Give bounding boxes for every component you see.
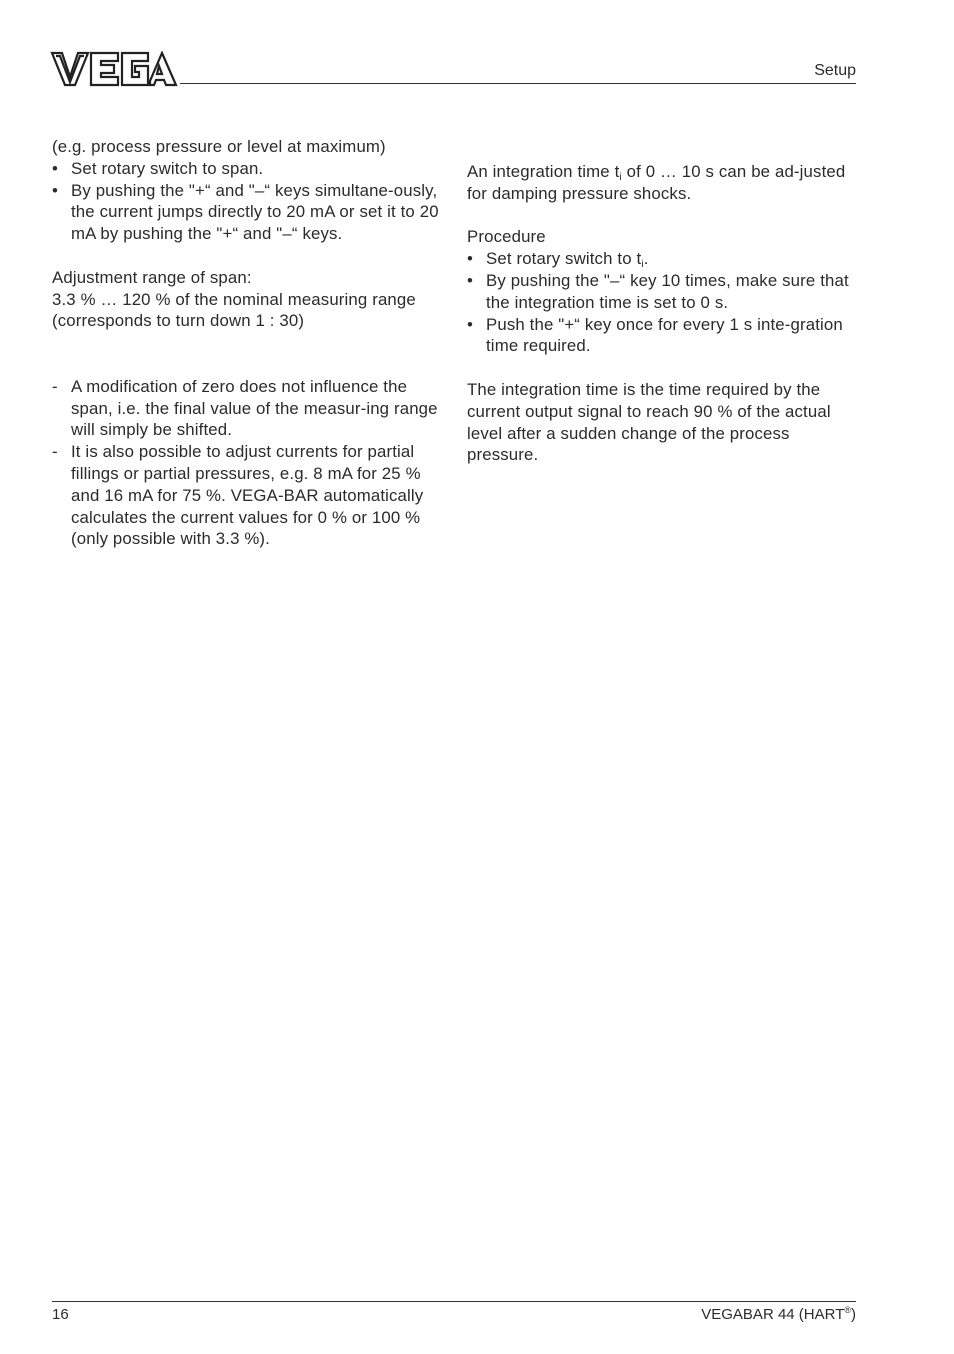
- range-label: Adjustment range of span:: [52, 267, 252, 287]
- page-number: 16: [52, 1306, 69, 1323]
- list-item: • Set rotary switch to span.: [52, 158, 264, 178]
- range-text: 3.3 % … 120 % of the nominal measuring range (corresponds to turn down 1 : 30): [52, 289, 416, 331]
- footer-rule: [52, 1301, 856, 1302]
- dash-icon: -: [52, 442, 58, 462]
- left-bullet-list: [52, 158, 440, 245]
- bullet-icon: •: [467, 249, 474, 269]
- procedure-label: Procedure: [467, 227, 546, 247]
- section-title: Setup: [814, 62, 856, 79]
- list-item: • Push the "+“ key once for every 1 s inte-gration time required.: [467, 314, 843, 356]
- right-column: [467, 161, 855, 466]
- bullet-icon: •: [467, 314, 474, 334]
- integration-intro: An integration time $t_i$ of 0 … 10 s can be ad-justed for damping pressure shocks.: [467, 162, 846, 203]
- document-name: VEGABAR 44 (HART®): [701, 1305, 856, 1323]
- bullet-icon: •: [52, 158, 59, 178]
- bullet-icon: •: [467, 270, 474, 290]
- dash-icon: -: [52, 376, 58, 396]
- integration-definition: The integration time is the time required by the current output signal to reach 90 % of the actual level after a sudden change of the process pressure.: [467, 379, 831, 465]
- left-intro: (e.g. process pressure or level at maximum): [52, 137, 386, 156]
- procedure-list: [467, 248, 855, 357]
- bullet-icon: •: [52, 180, 59, 200]
- list-item: - A modification of zero does not influence the span, i.e. the final value of the measur-ing range will simply be shifted.: [52, 376, 438, 440]
- vega-logo: [50, 51, 178, 87]
- header-rule: [180, 83, 856, 84]
- list-item: • By pushing the "–“ key 10 times, make sure that the integration time is set to 0 s.: [467, 270, 849, 312]
- list-item: • By pushing the "+“ and "–“ keys simultane-ously, the current jumps directly to 20 mA or set it to 20 mA by pushing the "+“ and "–“ keys.: [52, 180, 439, 244]
- list-item: - It is also possible to adjust currents for partial fillings or partial pressures, e.g. 8 mA for 25 % and 16 mA for 75 %. VEGA-BAR automatically calculates the current values for 0 % or 100 % (only possible with 3.3 %).: [52, 442, 424, 549]
- list-item: • Set rotary switch to $t_i$.: [467, 249, 649, 271]
- left-column: [52, 136, 440, 550]
- notes-list: [52, 376, 440, 550]
